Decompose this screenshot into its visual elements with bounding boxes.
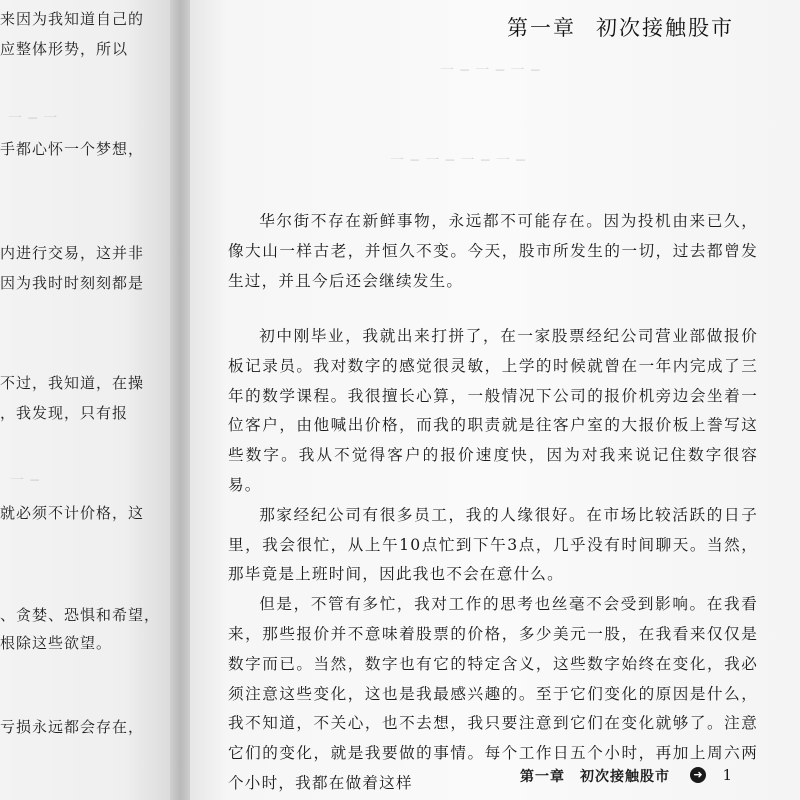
- paragraph: 但是，不管有多忙，我对工作的思考也丝毫不会受到影响。在我看来，那些报价并不意味着股票的价格，多少美元一股，在我看来仅仅是数字而已。当然，数字也有它的特定含义，这些数字始终在变化，我必须注意这些变化，这也是我最感兴趣的。至于它们变化的原因是什么，我不知道，不关心，也不去想，我只要注意到它们在变化就够了。注意它们的变化，就是我要做的事情。每个工作日五个小时，再加上周六两个小时，我都在做着这样: [228, 595, 758, 792]
- opening-paragraph-block: [228, 207, 758, 296]
- left-page-line: 应整体形势，所以: [0, 40, 129, 58]
- left-page-line: 亏损永远都会存在，: [0, 718, 145, 736]
- right-page: [190, 0, 800, 800]
- paragraph: 初中刚毕业，我就出来打拼了，在一家股票经纪公司营业部做报价板记录员。我对数字的感觉很灵敏，上学的时候就曾在一年内完成了三年的数学课程。我很擅长心算，一般情况下公司的报价机旁边会坐着一位客户，由他喊出价格，而我的职责就是往客户室的大报价板上誊写这些数字。我从不觉得客户的报价速度快，因为对我来说记住数字很容易。: [228, 327, 758, 494]
- page-number: 1: [722, 766, 732, 784]
- left-page-line: 就必须不计价格，这: [0, 504, 145, 522]
- left-page-line: 手都心怀一个梦想，: [0, 140, 145, 158]
- bleed-through-text: 一 ─ 一: [8, 111, 59, 127]
- paragraph: 那家经纪公司有很多员工，我的人缘很好。在市场比较活跃的日子里，我会很忙，从上午10点忙到下午3点，几乎没有时间聊天。当然，那毕竟是上班时间，因此我也不会在意什么。: [228, 505, 758, 584]
- left-page-line: 根除这些欲望。: [0, 634, 113, 652]
- left-page-line: 来因为我知道自己的: [0, 10, 145, 28]
- body-text-block: [228, 322, 758, 799]
- left-page-line: 内进行交易，这并非: [0, 244, 145, 262]
- chapter-label: 第一章: [507, 16, 576, 40]
- paragraph: 华尔街不存在新鲜事物，永远都不可能存在。因为投机由来已久，像大山一样古老，并恒久不变。今天，股市所发生的一切，过去都曾发生过，并且今后还会继续发生。: [228, 212, 758, 290]
- left-page-line: 因为我时时刻刻都是: [0, 274, 145, 292]
- bleed-through-text: 一 ─ 一 ─ 一 ─ 一 ─: [390, 153, 526, 169]
- left-page-line: 、贪婪、恐惧和希望，: [0, 606, 161, 624]
- left-page-line: 不过，我知道，在操: [0, 374, 145, 392]
- bleed-through-text: 一 ─: [10, 473, 40, 489]
- chapter-title: 初次接触股市: [596, 16, 734, 40]
- left-page-line: ，我发现，只有报: [0, 404, 129, 422]
- bleed-through-text: 一 ─ 一 ─ 一 ─: [440, 63, 541, 79]
- footer-running-title: 第一章 初次接触股市: [520, 769, 670, 785]
- chapter-heading: [507, 12, 734, 42]
- circled-right-arrow-icon: ➜: [690, 767, 706, 783]
- left-page: [0, 0, 178, 800]
